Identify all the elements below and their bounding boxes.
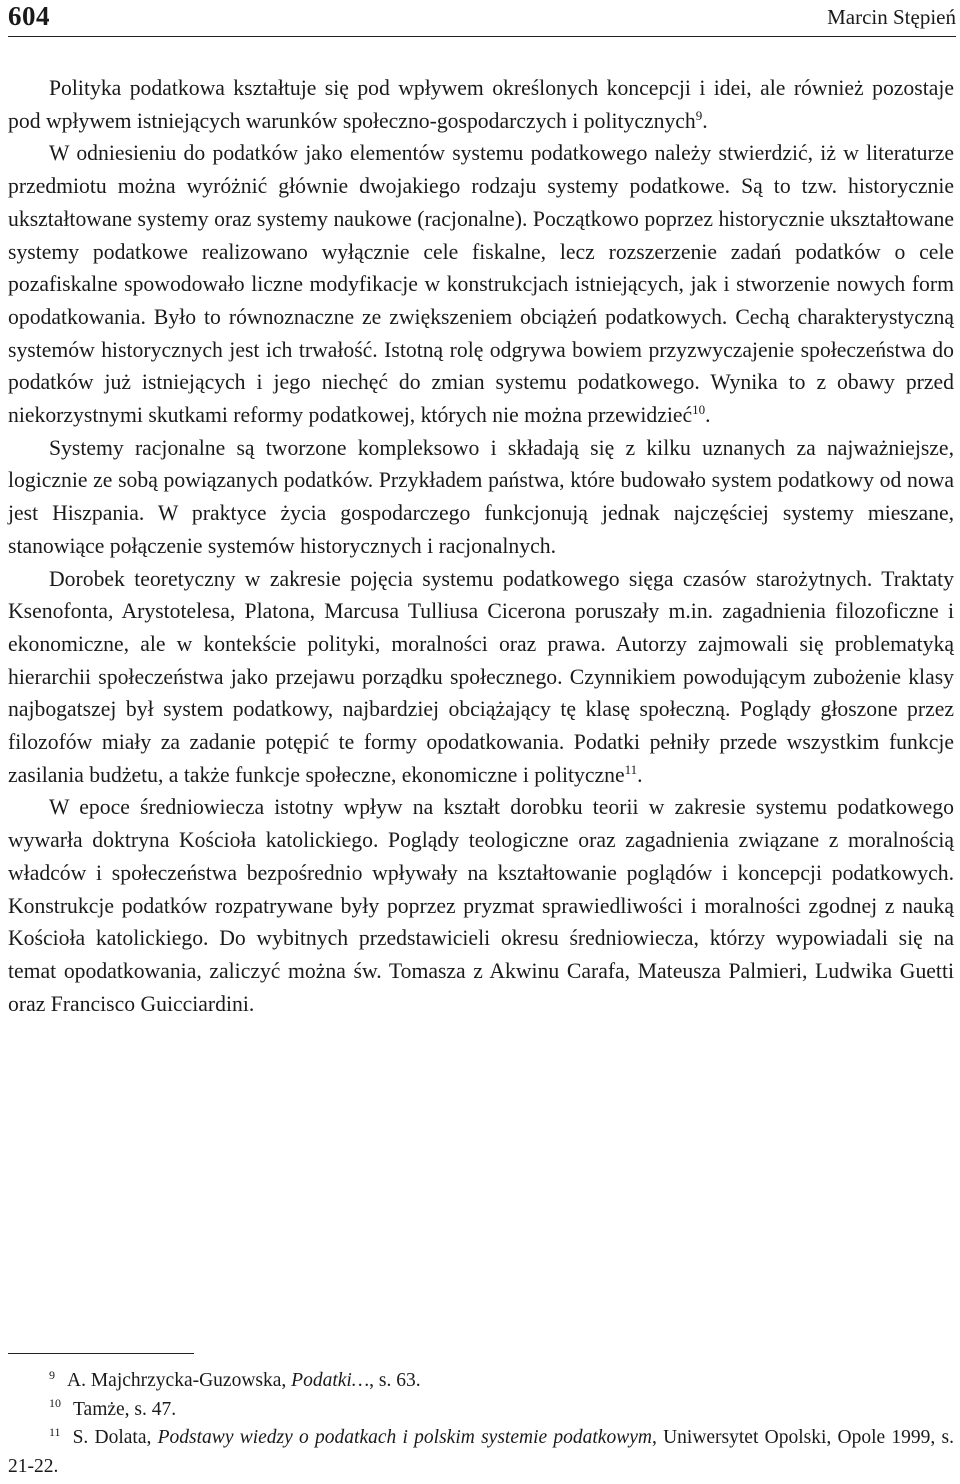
paragraph-3: Systemy racjonalne są tworzone kompleksowo i składają się z kilku uznanych za najważniejsze, logicznie ze sobą powiązanych podatków. Przykładem państwa, które budowało system podatkowy od nowa jest Hiszpania. W praktyce życia gospodarczego funkcjonują jednak najczęściej systemy mieszane, stanowiące połączenie systemów historycznych i racjonalnych. bbox=[8, 435, 954, 558]
paragraph-5: W epoce średniowiecza istotny wpływ na kształt dorobku teorii w zakresie systemu podatkowego wywarła doktryna Kościoła katolickiego. Poglądy teologiczne oraz zagadnienia związane z moralnością władców i społeczeństwa bezpośrednio wpływały na kształtowanie poglądów i koncepcji podatkowych. Konstrukcje podatków rozpatrywane były poprzez pryzmat sprawiedliwości i moralności zgodnej z nauką Kościoła katolickiego. Do wybitnych przedstawicieli okresu średniowiecza, którzy wypowiadali się na temat opodatkowania, zaliczyć można św. Tomasza z Akwinu Carafa, Mateusza Palmieri, Ludwika Guetti oraz Francisco Guicciardini. bbox=[8, 795, 954, 1016]
cited-title: Podstawy wiedzy o podatkach i polskim systemie podatkowym bbox=[157, 1427, 652, 1448]
paragraph-4: Dorobek teoretyczny w zakresie pojęcia systemu podatkowego sięga czasów starożytnych. Traktaty Ksenofonta, Arystotelesa, Platona, Marcusa Tulliusa Cicerona poruszały m.in. zagadnienia filozoficzne i ekonomiczne, ale w kontekście polityki, moralności oraz prawa. Autorzy zajmowali się problematyką hierarchii społeczeństwa jako przejawu porządku społecznego. Czynnikiem powodującym zubożenie klasy najbogatszej był system podatkowy, najbardziej obciążający tę klasę społeczną. Poglądy głoszone przez filozofów miały za zadanie potępić te formy opodatkowania. Podatki pełniły przede wszystkim funkcje zasilania budżetu, a także funkcje społeczne, ekonomiczne i polityczne$^{11}$. bbox=[8, 566, 954, 787]
footnote-11: $^{11}$ S. Dolata, Podstawy wiedzy o podatkach i polskim systemie podatkowym, Uniwersytet Opolski, Opole 1999, s. 21-22. bbox=[8, 1424, 954, 1477]
footnote-9: $^9$ A. Majchrzycka-Guzowska, Podatki…, s. 63. bbox=[49, 1367, 421, 1391]
footnote-ref-11[interactable]: 11 bbox=[624, 761, 638, 777]
body-text bbox=[8, 72, 954, 1020]
page-number: 604 bbox=[8, 1, 50, 31]
footnotes bbox=[8, 1367, 954, 1481]
cited-title: Podatki… bbox=[291, 1370, 370, 1391]
running-head-author: Marcin Stępień bbox=[827, 5, 956, 29]
paragraph-1: Polityka podatkowa kształtuje się pod wpływem określonych koncepcji i idei, ale również pozostaje pod wpływem istniejących warunków społeczno-gospodarczych i politycznych$^9$. bbox=[8, 76, 954, 133]
footnote-ref-10[interactable]: 10 bbox=[692, 401, 706, 417]
footnote-separator bbox=[8, 1353, 194, 1354]
page-header bbox=[8, 0, 956, 37]
paragraph-2: W odniesieniu do podatków jako elementów systemu podatkowego należy stwierdzić, iż w literaturze przedmiotu można wyróżnić głównie dwojakiego rodzaju systemy podatkowe. Są to tzw. historycznie ukształtowane systemy oraz systemy naukowe (racjonalne). Początkowo poprzez historycznie ukształtowane systemy podatkowe realizowano wyłącznie cele fiskalne, lecz rozszerzenie zadań podatków o cele pozafiskalne spowodowało liczne modyfikacje w konstrukcjach istniejących, jak i stworzenie nowych form opodatkowania. Było to równoznaczne ze zwiększeniem obciążeń podatkowych. Cechą charakterystyczną systemów historycznych jest ich trwałość. Istotną rolę odgrywa bowiem przyzwyczajenie społeczeństwa do podatków już istniejących i jego niechęć do zmian systemu podatkowego. Wynika to z obawy przed niekorzystnymi skutkami reformy podatkowej, których nie można przewidzieć$^{10}$. bbox=[8, 141, 954, 428]
footnote-10: $^{10}$ Tamże, s. 47. bbox=[49, 1396, 177, 1420]
footnote-ref-9[interactable]: 9 bbox=[695, 107, 703, 123]
